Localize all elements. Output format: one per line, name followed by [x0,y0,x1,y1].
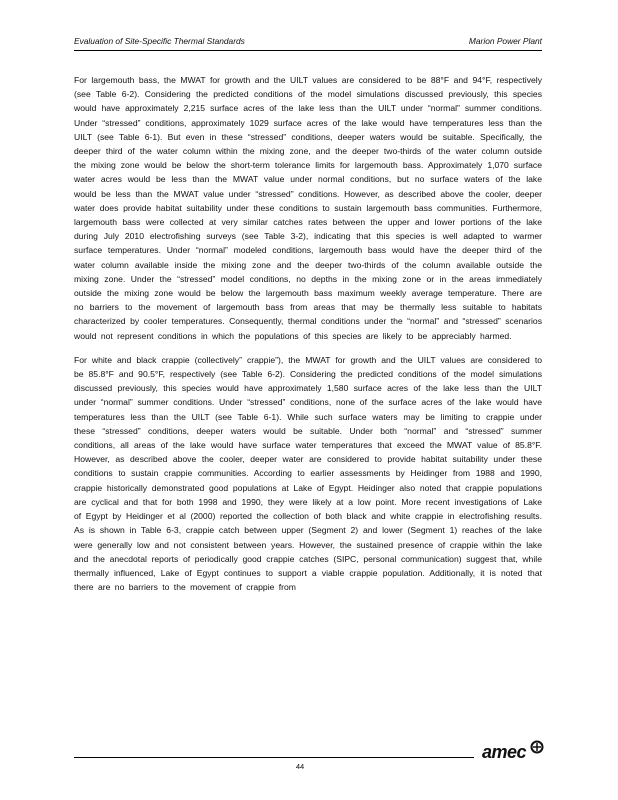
amec-logo-text: amec [482,742,527,762]
amec-logo-mark-icon [530,740,544,754]
footer-divider [74,757,474,758]
amec-logo [482,740,548,766]
page-number: 44 [295,762,305,771]
header-document-title: Evaluation of Site-Specific Thermal Standards [74,36,245,46]
header-project-name: Marion Power Plant [468,36,542,46]
paragraph-largemouth-bass: For largemouth bass, the MWAT for growth and the UILT values are considered to be 88°F and 94°F, respectively (see Table 6-2). Considering the predicted conditions of the model simulations discussed previously, this species would have approximately 2,215 surface acres of the lake less than the UILT under “normal” summer conditions. Under “stressed” conditions, approximately 1029 surface acres of the lake would have temperatures less than the UILT (see Table 6-1). But even in these “stressed” conditions, deeper waters would be suitable. Specifically, the deeper third of the water column within the mixing zone, and the deeper two-thirds of the water column outside the mixing zone would be below the short-term tolerance limits for largemouth bass. Approximately 1,070 surface water acres would be less than the MWAT value under normal conditions, but no surface waters of the lake would be less than the MWAT value under “stressed” conditions. However, as described above the cooler, deeper water does provide habitat suitability under these conditions to sustain largemouth bass communities. Furthermore, largemouth bass were collected at very similar catches rates between the upper and lower portions of the lake during July 2010 electrofishing surveys (see Table 3-2), indicating that this species is well adapted to warmer surface temperatures. Under “normal” modeled conditions, largemouth bass would have the deeper third of the water column available inside the mixing zone and the deeper two-thirds of the column available outside the mixing zone. Under the “stressed” model conditions, no depths in the mixing zone or in the areas immediately outside the mixing zone would be below the largemouth bass maximum weekly average temperature. There are no barriers to the movement of largemouth bass from areas that may be thermally less suitable to habitats characterized by cooler temperatures. Consequently, thermal conditions under the “normal” and “stressed” scenarios would not represent conditions in which the populations of this species are likely to be appreciably harmed. [74,75,542,341]
header-divider [74,50,542,51]
document-body [74,73,542,604]
running-header [74,36,542,50]
paragraph-crappie: For white and black crappie (collectively” crappie”), the MWAT for growth and the UILT values are considered to be 85.8°F and 90.5°F, respectively (see Table 6-2). Considering the predicted conditions of the model simulations discussed previously, this species would have approximately 1,580 surface acres of the lake less than the UILT under “normal” summer conditions. Under “stressed” conditions, none of the surface acres of the lake would have temperatures less than the UILT (see Table 6-1). While such surface waters may be limiting to crappie under these “stressed” conditions, deeper waters would be suitable. Under both “normal” and “stressed” summer conditions, all areas of the lake would have surface water temperatures that exceed the MWAT value of 85.8°F. However, as described above the cooler, deeper water are considered to provide habitat suitability under these conditions to sustain crappie communities. According to earlier assessments by Heidinger from 1988 and 1990, crappie historically demonstrated good populations at Lake of Egypt. Heidinger also noted that crappie populations are cyclical and that for both 1998 and 1990, they were likely at a low point. More recent investigations of Lake of Egypt by Heidinger et al (2000) reported the collection of both black and white crappie in electrofishing results. As is shown in Table 6-3, crappie catch between upper (Segment 2) and lower (Segment 1) reaches of the lake were generally low and not consistent between years. However, the sustained presence of crappie within the lake and the anecdotal reports of periodically good crappie catches (SIPC, personal communication) suggest that, while thermally influenced, Lake of Egypt continues to support a viable crappie population. Additionally, it is noted that there are no barriers to the movement of crappie from [74,354,542,593]
